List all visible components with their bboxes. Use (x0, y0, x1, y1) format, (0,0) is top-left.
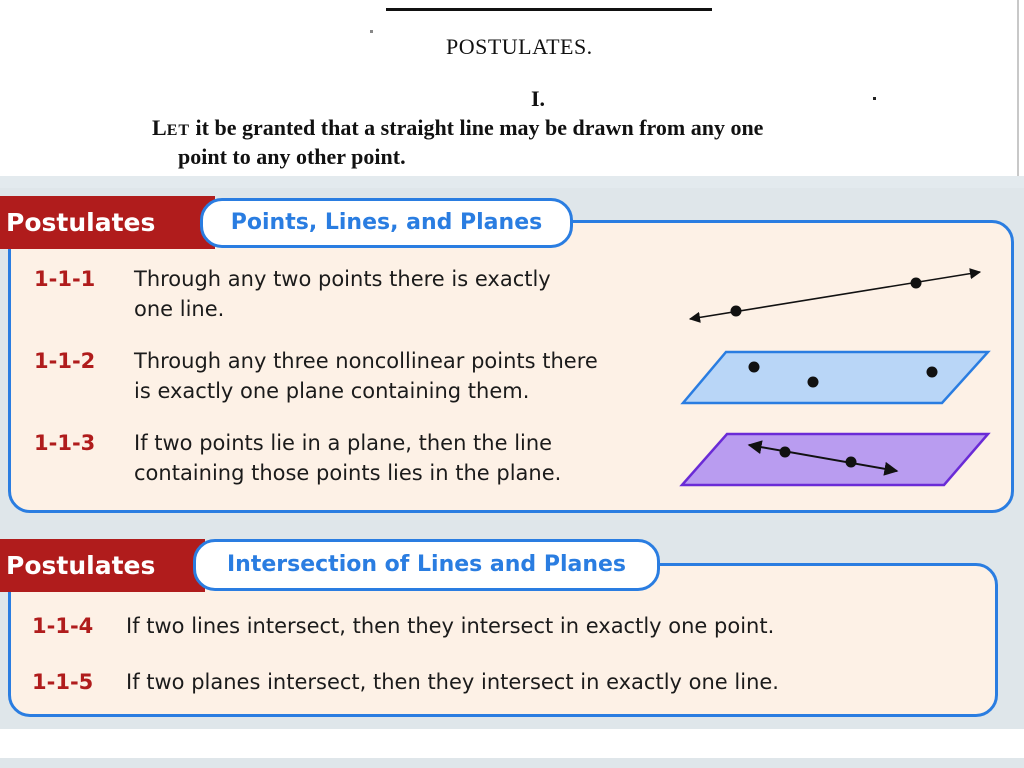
drop-cap: L (152, 115, 167, 140)
postulate-number: 1-1-2 (34, 349, 96, 373)
section-title-pill: Points, Lines, and Planes (200, 198, 573, 248)
point-dot (731, 306, 742, 317)
postulate-text-line: Through any three noncollinear points there (134, 349, 598, 373)
postulate-number: 1-1-4 (32, 614, 94, 638)
point-dot (780, 447, 791, 458)
book-text-rest: it be granted that a straight line may be drawn from any one (190, 115, 764, 140)
section-title-pill: Intersection of Lines and Planes (193, 539, 660, 591)
postulate-text: If two lines intersect, then they intersect in exactly one point. (126, 614, 775, 638)
bottom-band (0, 729, 1024, 758)
small-caps: ET (166, 122, 191, 139)
plane-three-points-figure (683, 352, 988, 403)
book-numeral: I. (531, 86, 546, 111)
point-dot (911, 278, 922, 289)
book-text-line-2: point to any other point. (178, 144, 406, 169)
postulate-text-line: is exactly one plane containing them. (134, 379, 530, 403)
postulates-tab: Postulates (0, 539, 205, 592)
plane-shape (683, 352, 988, 403)
postulate-text-line: one line. (134, 297, 225, 321)
line-through-two-points-figure (690, 272, 980, 319)
postulate-text-line: containing those points lies in the plane. (134, 461, 562, 485)
postulate-text: If two planes intersect, then they intersect in exactly one line. (126, 670, 779, 694)
point-dot (846, 457, 857, 468)
book-heading: POSTULATES. (446, 34, 593, 59)
postulate-number: 1-1-3 (34, 431, 96, 455)
point-dot (749, 362, 760, 373)
plane-with-line-figure (682, 434, 988, 485)
postulate-text-line: Through any two points there is exactly (134, 267, 551, 291)
postulates-tab: Postulates (0, 196, 215, 249)
postulate-number: 1-1-5 (32, 670, 94, 694)
point-dot (808, 377, 819, 388)
postulate-text-line: If two points lie in a plane, then the line (134, 431, 553, 455)
postulate-number: 1-1-1 (34, 267, 96, 291)
point-dot (927, 367, 938, 378)
